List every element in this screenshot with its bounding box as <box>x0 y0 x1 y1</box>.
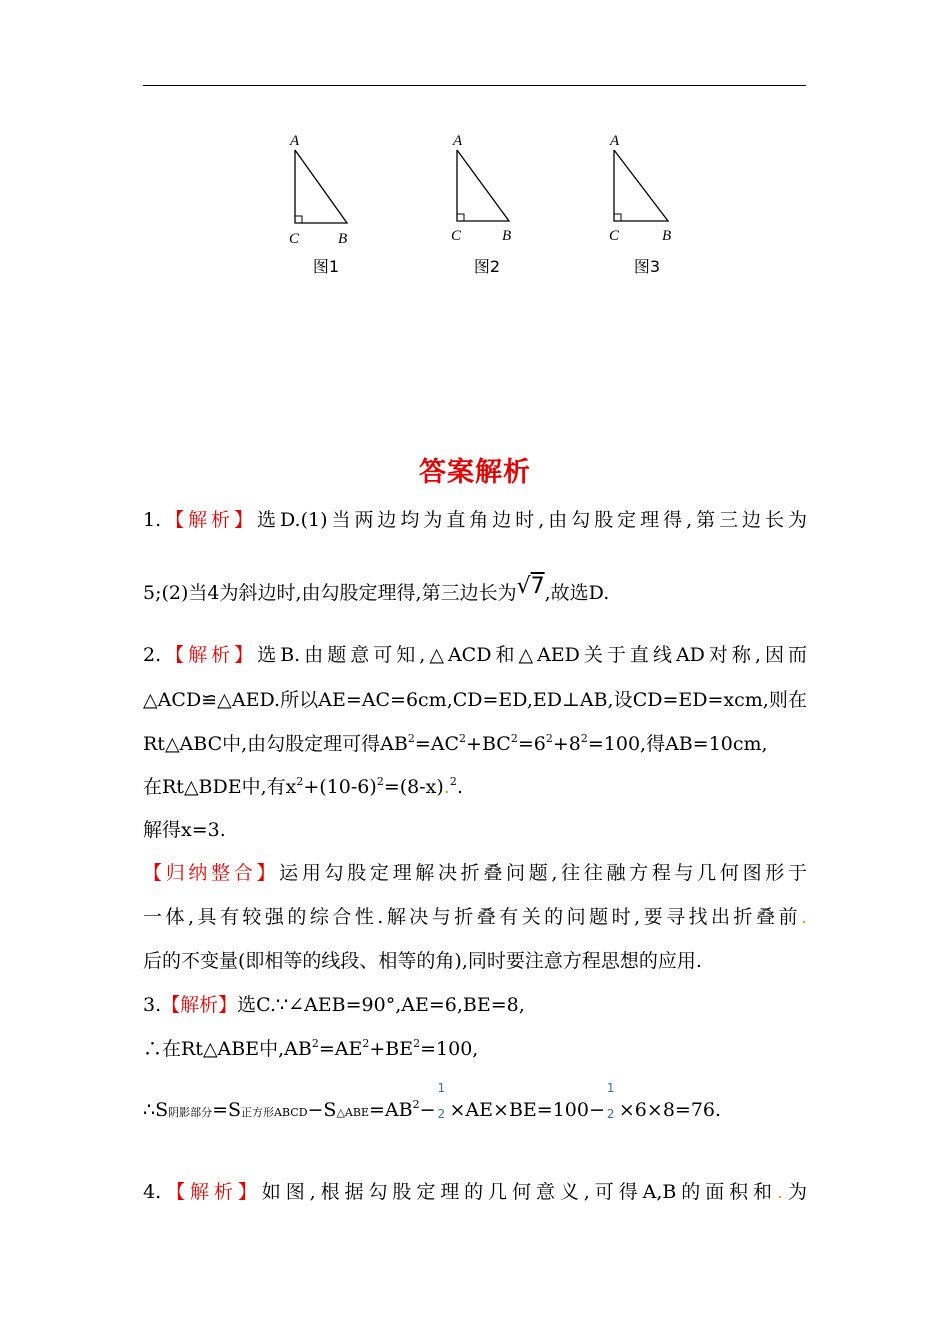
sqrt-expression: √7 <box>516 574 545 599</box>
vertex-label-b: B <box>502 228 512 244</box>
summary-line-3: 后的不变量(即相等的线段、相等的角),同时要注意方程思想的应用. <box>143 950 702 972</box>
vertex-label-c: C <box>609 228 620 244</box>
fraction-one-half: 1 2 <box>606 1081 615 1121</box>
header-rule <box>143 85 806 86</box>
q2-line-5: 解得x=3. <box>143 819 226 841</box>
fraction-one-half: 1 2 <box>437 1081 446 1121</box>
analysis-tag: 【解析】 <box>161 994 238 1016</box>
analysis-tag: 【解析】 <box>161 509 258 531</box>
analysis-tag: 【解析】 <box>161 644 258 666</box>
summary-line-2: 一体,具有较强的综合性.解决与折叠有关的问题时,要寻找出折叠前. <box>143 906 807 928</box>
figure-2 <box>445 128 535 278</box>
vertex-label-a: A <box>290 133 300 149</box>
q3-line-3: ∴S阴影部分=S正方形$ABCD-S\triangle ABE=AB^2-$ 1 2 ×AE×BE=100− 1 2 ×6×8=76. <box>143 1081 722 1121</box>
vertex-label-a: A <box>453 133 463 149</box>
q2-line-4: 在Rt△BDE中,有$x^2+(10-6)^2=(8-x).^2$. <box>143 775 463 798</box>
figure-caption: 图2 <box>473 257 501 276</box>
figure-caption: 图3 <box>633 257 661 276</box>
right-triangle-diagram <box>283 128 373 253</box>
q2-line-1: 2.【解析】选B.由题意可知,△ACD和△AED关于直线AD对称,因而 <box>143 644 807 666</box>
right-triangle-diagram <box>602 128 692 253</box>
q3-line-2: ∴在Rt△ABE中$,AB^2=AE^2+BE^2=100$, <box>143 1037 479 1060</box>
vertex-label-b: B <box>338 231 348 247</box>
q1-line-2: 5;(2)当4为斜边时,由勾股定理得,第三边长为√7,故选D. <box>143 574 610 604</box>
vertex-label-b: B <box>662 228 672 244</box>
section-title: 答案解析 <box>419 457 531 488</box>
figure-1 <box>283 128 373 278</box>
q1-line-1: 1.【解析】选D.(1)当两边均为直角边时,由勾股定理得,第三边长为 <box>143 509 807 531</box>
q3-line-1: 3.【解析】选C.∵∠AEB=90°,AE=6,BE=8, <box>143 994 525 1016</box>
vertex-label-a: A <box>610 133 620 149</box>
q2-line-3: Rt△ABC中,由勾股定理可得$AB^2=AC^2+BC^2=6^2+8^2=100$,得AB=10cm, <box>143 732 768 755</box>
vertex-label-c: C <box>451 228 462 244</box>
figure-3 <box>602 128 692 278</box>
vertex-label-c: C <box>289 231 300 247</box>
q2-line-2: △ACD≌△AED.所以AE=AC=6cm,CD=ED,ED⊥AB,设CD=ED=xcm,则在 <box>143 689 807 711</box>
summary-line-1: 【归纳整合】运用勾股定理解决折叠问题,往往融方程与几何图形于 <box>143 862 807 884</box>
analysis-tag: 【解析】 <box>161 1181 262 1203</box>
q4-line-1: 4.【解析】如图,根据勾股定理的几何意义,可得A,B的面积和.为 <box>143 1181 807 1203</box>
right-triangle-diagram <box>445 128 535 253</box>
figure-caption: 图1 <box>312 257 340 276</box>
summary-tag: 【归纳整合】 <box>143 862 280 884</box>
